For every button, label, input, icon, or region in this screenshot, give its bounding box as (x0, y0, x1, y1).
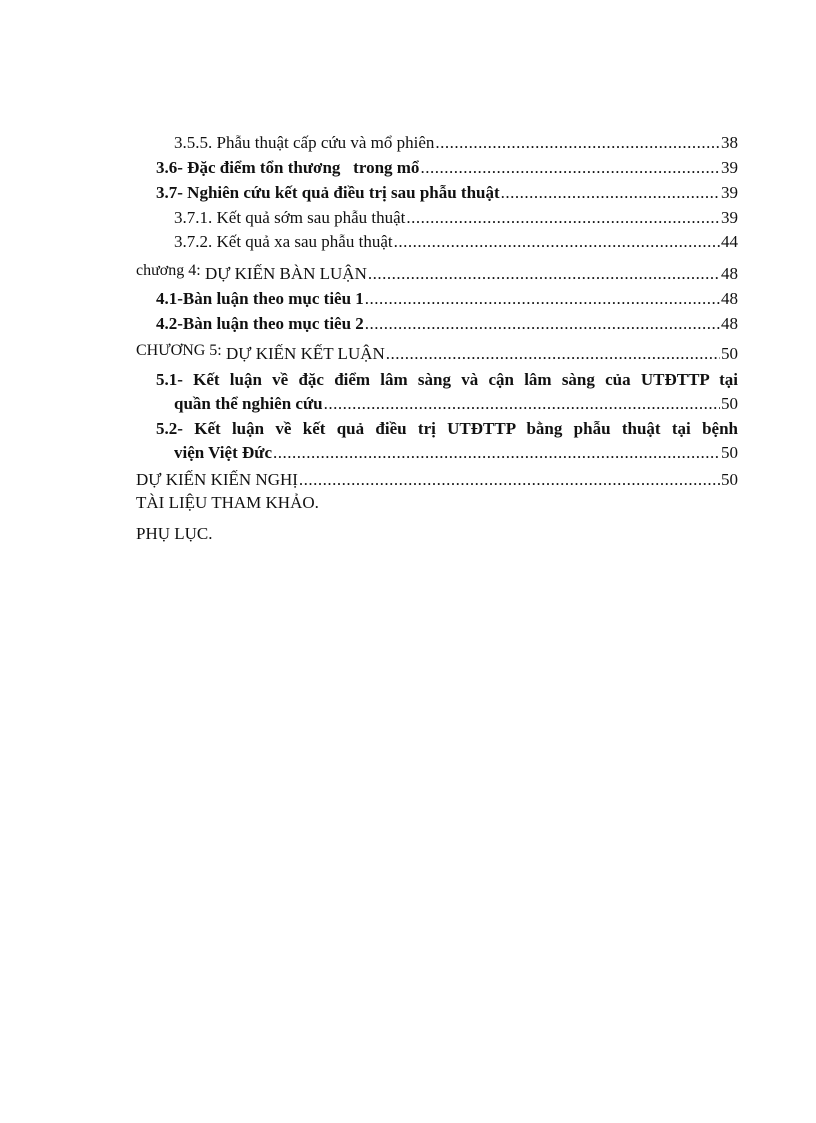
toc-page-number: 48 (721, 264, 738, 283)
toc-leader (299, 470, 720, 490)
toc-label: 5.1- Kết luận về đặc điểm lâm sàng và cận lâm sàng của UTĐTTP tại (156, 370, 738, 389)
toc-label: 3.7.2. Kết quả xa sau phẫu thuật (174, 232, 393, 251)
toc-page-number: 39 (721, 183, 738, 202)
toc-leader (406, 208, 720, 228)
toc-label: 5.2- Kết luận về kết quả điều trị UTĐTTP bằng phẫu thuật tại bệnh (156, 419, 738, 438)
toc-leader (420, 158, 720, 178)
toc-label: 3.5.5. Phẫu thuật cấp cứu và mổ phiên (174, 133, 435, 152)
toc-label: DỰ KIẾN KẾT LUẬN (226, 344, 385, 363)
toc-page-number: 50 (721, 394, 738, 413)
toc-page-number: 39 (721, 208, 738, 227)
toc-label: 4.1-Bàn luận theo mục tiêu 1 (156, 289, 364, 308)
toc-page-number: 44 (721, 232, 738, 251)
toc-label: 3.7.1. Kết quả sớm sau phẫu thuật (174, 208, 406, 227)
toc-appendix[interactable]: PHỤ LỤC. (136, 524, 213, 543)
toc-page-number: 48 (721, 289, 738, 308)
toc-chapter-entry[interactable] (136, 344, 738, 365)
toc-leader (324, 394, 720, 414)
toc-label: 3.6- Đặc điểm tổn thương trong mổ (156, 158, 420, 177)
toc-page-number: 48 (721, 314, 738, 333)
toc-entry[interactable] (156, 158, 738, 178)
toc-entry-line1[interactable] (156, 418, 738, 440)
toc-label: quần thể nghiên cứu (174, 394, 323, 413)
toc-page-number: 50 (721, 470, 738, 489)
toc-entry[interactable] (156, 289, 738, 309)
toc-label: 4.2-Bàn luận theo mục tiêu 2 (156, 314, 364, 333)
toc-entry[interactable] (174, 208, 738, 228)
toc-entry-line2[interactable] (174, 443, 738, 463)
toc-leader (386, 344, 720, 364)
toc-leader (368, 264, 720, 284)
chapter-prefix: CHƯƠNG 5: (136, 342, 222, 359)
toc-leader (273, 443, 720, 463)
toc-entry-line1[interactable] (156, 369, 738, 391)
toc-leader (365, 314, 720, 334)
toc-leader (394, 232, 720, 252)
toc-page-number: 38 (721, 133, 738, 152)
toc-entry[interactable] (156, 183, 738, 203)
toc-label: 3.7- Nghiên cứu kết quả điều trị sau phẫu thuật (156, 183, 500, 202)
toc-entry[interactable] (136, 470, 738, 490)
toc-leader (435, 133, 720, 153)
toc-entry[interactable] (156, 314, 738, 334)
toc-label: DỰ KIẾN BÀN LUẬN (204, 264, 367, 283)
toc-page-number: 50 (721, 443, 738, 462)
toc-leader (365, 289, 720, 309)
toc-page-number: 39 (721, 158, 738, 177)
chapter-prefix: chương 4: (136, 262, 201, 279)
toc-chapter-entry[interactable] (136, 264, 738, 285)
toc-label: viện Việt Đức (174, 443, 273, 462)
toc-entry[interactable] (174, 232, 738, 252)
toc-entry[interactable] (174, 133, 738, 153)
toc-page-number: 50 (721, 344, 738, 363)
toc-references[interactable]: TÀI LIỆU THAM KHẢO. (136, 493, 319, 512)
toc-leader (501, 183, 720, 203)
toc-entry-line2[interactable] (174, 394, 738, 414)
toc-label: DỰ KIẾN KIẾN NGHỊ (136, 470, 298, 489)
